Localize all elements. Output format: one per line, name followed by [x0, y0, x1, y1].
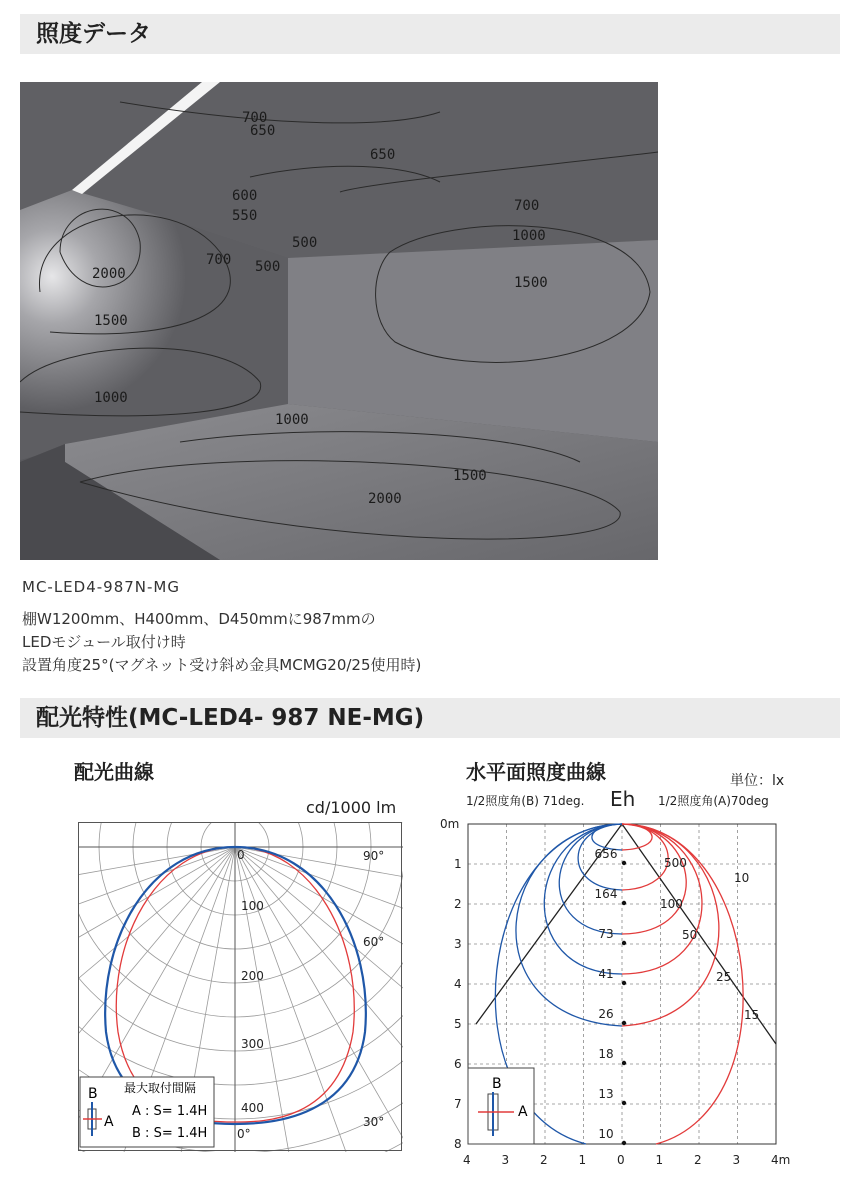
eh-contour-label: 50	[682, 928, 698, 942]
section-header-light-distribution: 配光特性(MC-LED4- 987 NE-MG)	[20, 698, 840, 738]
eh-center-value: 26	[598, 1007, 614, 1021]
radial-tick: 300	[241, 1037, 264, 1051]
illuminance-contour-label: 700	[514, 198, 540, 214]
section-header-illuminance-data: 照度データ	[20, 14, 840, 54]
eh-center-value: 656	[594, 847, 618, 861]
angle-label: 60°	[363, 935, 385, 949]
illuminance-contour-label: 550	[232, 208, 258, 224]
eh-center-dot	[622, 981, 626, 985]
eh-center-dot	[622, 861, 626, 865]
eh-contour-label: 100	[660, 897, 683, 911]
illuminance-contour-label: 1500	[453, 468, 487, 484]
illuminance-contour-label: 1500	[94, 313, 128, 329]
eh-center-value: 41	[598, 967, 614, 981]
illuminance-contour-label: 500	[255, 259, 281, 275]
legend-title: 最大取付間隔	[124, 1081, 197, 1095]
eh-contour-label: 15	[744, 1008, 760, 1022]
room-illuminance-render	[20, 82, 658, 560]
half-angle-a: 1/2照度角(A)70deg	[658, 794, 769, 808]
radial-tick: 0	[237, 848, 245, 862]
eh-center-value: 13	[598, 1087, 614, 1101]
radial-tick: 400	[241, 1101, 264, 1115]
polar-unit: cd/1000 lm	[306, 798, 397, 817]
eh-contour-label: 10	[734, 871, 750, 885]
illuminance-contour-label: 700	[242, 110, 268, 126]
radial-tick: 100	[241, 899, 264, 913]
polar-legend	[80, 1077, 214, 1147]
eh-x-tick: 4m	[771, 1153, 791, 1167]
legend-row-b: B : S= 1.4H	[132, 1126, 208, 1141]
eh-chart-title: 水平面照度曲線	[466, 760, 606, 784]
legend-b-label: B	[88, 1086, 98, 1102]
eh-y-tick: 8	[454, 1137, 462, 1151]
eh-y-tick: 6	[454, 1057, 462, 1071]
eh-x-tick: 1	[655, 1153, 664, 1167]
eh-center-value: 18	[598, 1047, 614, 1061]
eh-diagram	[436, 808, 860, 1172]
eh-x-tick: 3	[501, 1153, 510, 1167]
eh-center-dot	[622, 941, 626, 945]
radial-tick: 200	[241, 969, 264, 983]
polar-diagram	[78, 822, 403, 1152]
angle-label: 90°	[363, 849, 385, 863]
legend-a-label: A	[104, 1114, 114, 1130]
illuminance-contour-label: 2000	[368, 491, 402, 507]
eh-contours-a	[622, 824, 743, 1144]
eh-y-tick: 1	[454, 857, 462, 871]
caption-line-3: 設置角度25°(マグネット受け斜め金具MCMG20/25使用時)	[22, 656, 422, 674]
eh-center-dot	[622, 1141, 626, 1145]
illuminance-contour-label: 1500	[514, 275, 548, 291]
half-angle-b: 1/2照度角(B) 71deg.	[466, 794, 585, 808]
eh-x-tick: 2	[540, 1153, 548, 1167]
eh-x-tick: 2	[694, 1153, 702, 1167]
eh-contour-label: 500	[664, 856, 687, 870]
illuminance-contour-label: 700	[206, 252, 232, 268]
polar-chart-title: 配光曲線	[74, 760, 154, 784]
eh-center-dot	[622, 1061, 626, 1065]
eh-legend-a-label: A	[518, 1104, 528, 1120]
eh-center-dot	[622, 1021, 626, 1025]
eh-x-tick: 4	[463, 1153, 471, 1167]
eh-y-tick: 3	[454, 937, 462, 951]
illuminance-contour-label: 1000	[94, 390, 128, 406]
eh-center-value: 10	[598, 1127, 614, 1141]
eh-y-tick: 7	[454, 1097, 462, 1111]
illuminance-contour-label: 1000	[275, 412, 309, 428]
angle-label: 30°	[363, 1115, 385, 1129]
eh-y-tick: 4	[454, 977, 462, 991]
eh-x-tick: 0	[617, 1153, 625, 1167]
illuminance-contour-label: 650	[370, 147, 396, 163]
caption-line-1: 棚W1200mm、H400mm、D450mmに987mmの	[22, 610, 376, 628]
legend-row-a: A : S= 1.4H	[132, 1104, 208, 1119]
model-number: MC-LED4-987N-MG	[22, 578, 180, 596]
eh-legend	[468, 1068, 534, 1144]
eh-center-value: 164	[594, 887, 618, 901]
eh-y-tick: 2	[454, 897, 462, 911]
angle-label: 0°	[237, 1127, 251, 1141]
illuminance-contour-label: 650	[250, 123, 276, 139]
eh-x-tick: 1	[578, 1153, 587, 1167]
illuminance-contour-label: 500	[292, 235, 318, 251]
eh-label: Eh	[610, 787, 636, 811]
illuminance-contour-label: 600	[232, 188, 258, 204]
eh-legend-b-label: B	[492, 1076, 502, 1092]
illuminance-contour-label: 2000	[92, 266, 126, 282]
illuminance-contour-label: 1000	[512, 228, 546, 244]
eh-center-dot	[622, 1101, 626, 1105]
eh-x-tick: 3	[732, 1153, 741, 1167]
eh-y-tick: 0m	[440, 817, 460, 831]
caption-line-2: LEDモジュール取付け時	[22, 633, 186, 651]
eh-contour-label: 25	[716, 970, 732, 984]
eh-center-dot	[622, 901, 626, 905]
eh-unit: 単位：lx	[730, 773, 785, 789]
eh-y-tick: 5	[454, 1017, 462, 1031]
eh-center-value: 73	[598, 927, 614, 941]
